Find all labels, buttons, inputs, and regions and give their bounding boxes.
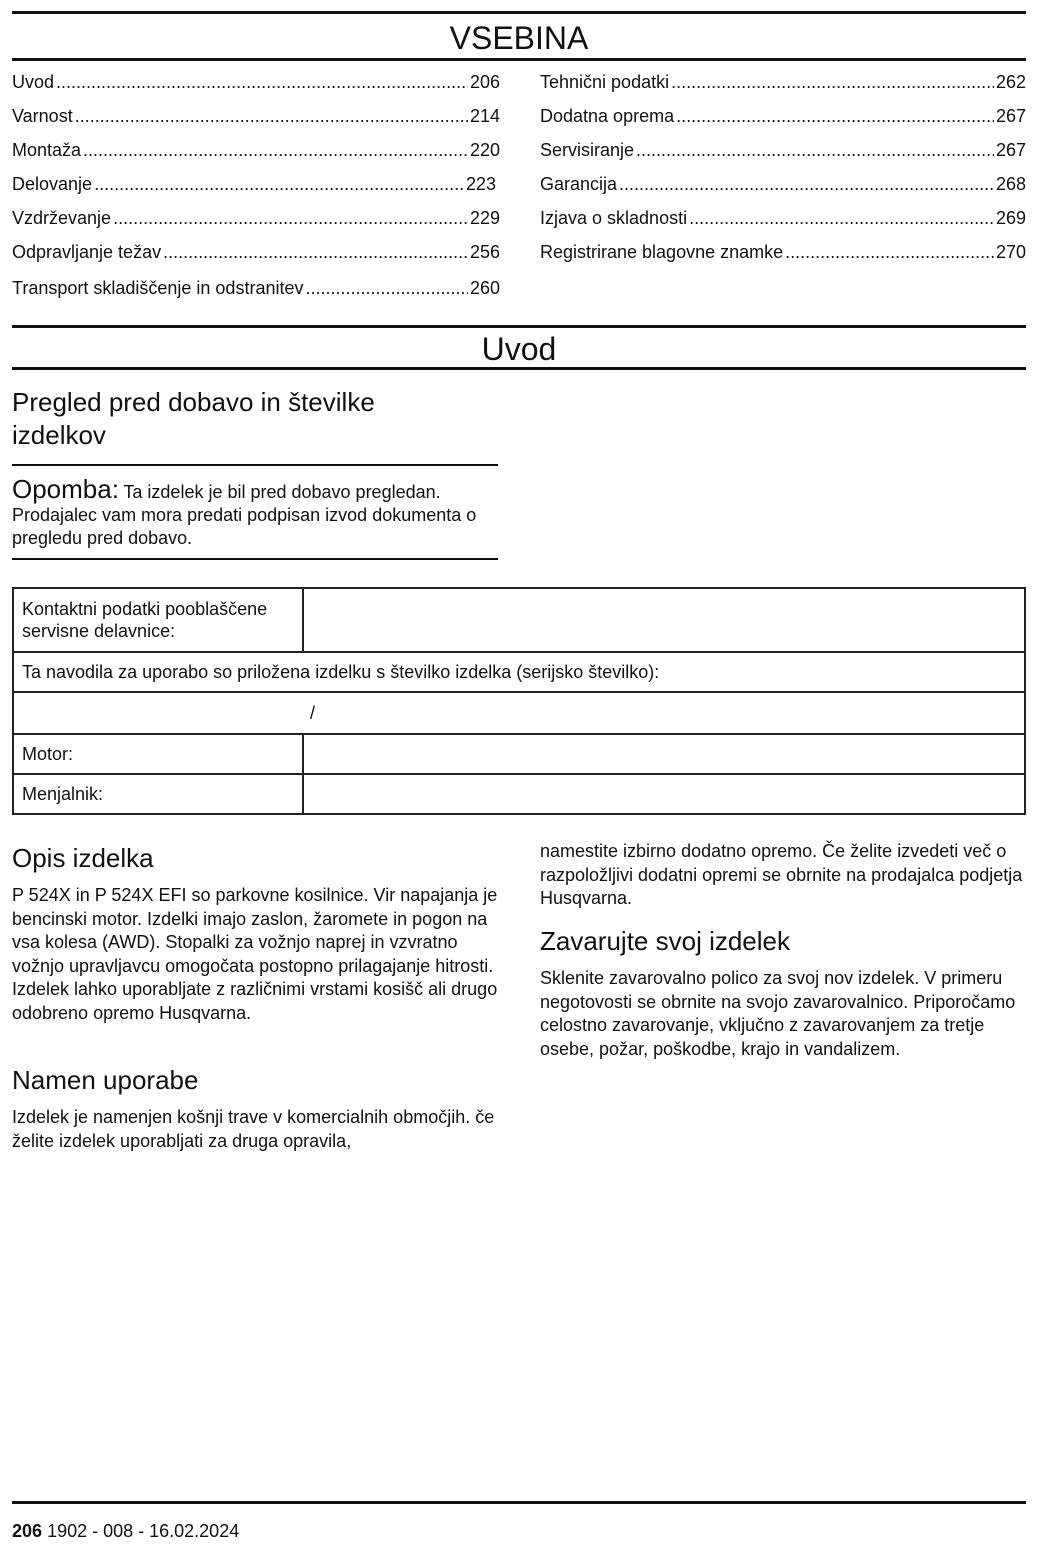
toc-entry[interactable] [540,172,1026,206]
toc-entry-label: Montaža [12,140,82,160]
toc-left-column [12,70,500,310]
toc-entry-label: Dodatna oprema [540,106,675,126]
toc-entry-page: 229 [469,208,500,228]
toc-entry-label: Servisiranje [540,140,635,160]
toc-entry-label: Registrirane blagovne znamke [540,242,784,262]
footer-page-number: 206 [12,1521,43,1541]
footer-doc-info: 1902 - 008 - 16.02.2024 [47,1521,240,1541]
toc-right-column [540,70,1026,274]
toc-entry-page: 270 [995,242,1026,262]
note-box [12,464,498,560]
toc-entry-page: 260 [469,278,500,298]
toc-entry[interactable] [540,138,1026,172]
toc-entry[interactable] [12,138,500,172]
toc-title-rule [12,58,1026,61]
toc-entry[interactable] [540,70,1026,104]
section-title-rule [12,367,1026,370]
toc-entry-label: Vzdrževanje [12,208,112,228]
toc-entry-label: Izjava o skladnosti [540,208,688,228]
toc-entry-page: 214 [469,106,500,126]
motor-value-cell[interactable] [303,734,1025,774]
toc-entry[interactable] [12,70,500,104]
toc-entry-label: Uvod [12,72,55,92]
toc-entry[interactable] [540,104,1026,138]
note-text: Ta izdelek je bil pred dobavo pregledan. Prodajalec vam mora predati podpisan izvod dokumenta o pregledu pred dobavo. [12,482,477,548]
toc-entry-label: Odpravljanje težav [12,242,162,262]
intended-use-text: Izdelek je namenjen košnji trave v komercialnih območjih. če želite izdelek uporabljati za druga opravila, [12,1107,495,1151]
toc-entry-label: Garancija [540,174,618,194]
toc-entry-page: 268 [995,174,1026,194]
toc-entry-label: Transport skladiščenje in odstranitev [12,278,304,298]
description-text: P 524X in P 524X EFI so parkovne kosilnice. Vir napajanja je bencinski motor. Izdelki imajo zaslon, žaromete in pogon na vsa kolesa (AWD). Stopalki za vožnjo naprej in vzvratno vožnjo upravljavcu omogočata postopno prilagajanje hitrosti. Izdelek lahko uporabljate z različnimi vrstami kosišč ali drugo odobreno opremo Husqvarna. [12,885,498,1023]
toc-entry-page: 262 [995,72,1026,92]
toc-entry-page: 220 [469,140,500,160]
toc-title: VSEBINA [449,20,589,56]
toc-entry[interactable] [12,206,500,240]
toc-entry-label: Varnost [12,106,73,126]
insurance-text: Sklenite zavarovalno polico za svoj nov izdelek. V primeru negotovosti se obrnite na svojo zavarovalnico. Priporočamo celostno zavarovanje, vključno z zavarovanjem za tretje osebe, požar, poškodbe, krajo in vandalizem. [540,968,1016,1059]
toc-entry[interactable] [540,206,1026,240]
toc-top-rule [12,11,1026,14]
toc-entry[interactable] [12,276,500,310]
toc-entry-label: Delovanje [12,174,93,194]
motor-label-cell: Motor: [13,734,303,774]
toc-entry-page: 267 [995,106,1026,126]
toc-entry-page: 256 [469,242,500,262]
note-label: Opomba: [12,474,119,504]
insurance-heading: Zavarujte svoj izdelek [540,926,790,956]
section-title: Uvod [481,331,557,367]
section-top-rule [12,325,1026,328]
serial-separator: / [310,703,316,723]
product-info-table [12,587,1026,815]
toc-entry-label: Tehnični podatki [540,72,670,92]
description-heading: Opis izdelka [12,843,154,873]
toc-entry[interactable] [540,240,1026,274]
footer [12,1520,239,1542]
manual-text-cell: Ta navodila za uporabo so priložena izdelku s številko izdelka (serijsko številko): [13,652,1025,692]
intended-use-continued: namestite izbirno dodatno opremo. Če želite izvedeti več o razpoložljivi dodatni opremi se obrnite na prodajalca podjetja Husqvarna. [540,841,1023,908]
serial-number-cell[interactable] [13,692,1025,734]
toc-entry-page: 269 [995,208,1026,228]
toc-entry-page: 206 [469,72,500,92]
toc-entry-page: 267 [995,140,1026,160]
contact-label-cell: Kontaktni podatki pooblaščene servisne delavnice: [13,588,303,652]
toc-entry[interactable] [12,240,500,276]
footer-rule [12,1501,1026,1504]
contact-value-cell[interactable] [303,588,1025,652]
toc-entry-page: 223 [465,174,496,194]
toc-entry[interactable] [12,104,500,138]
predelivery-heading: Pregled pred dobavo in številke izdelkov [12,387,375,450]
intended-use-heading: Namen uporabe [12,1065,199,1095]
gearbox-value-cell[interactable] [303,774,1025,814]
toc-entry[interactable] [12,172,500,206]
gearbox-label-cell: Menjalnik: [13,774,303,814]
